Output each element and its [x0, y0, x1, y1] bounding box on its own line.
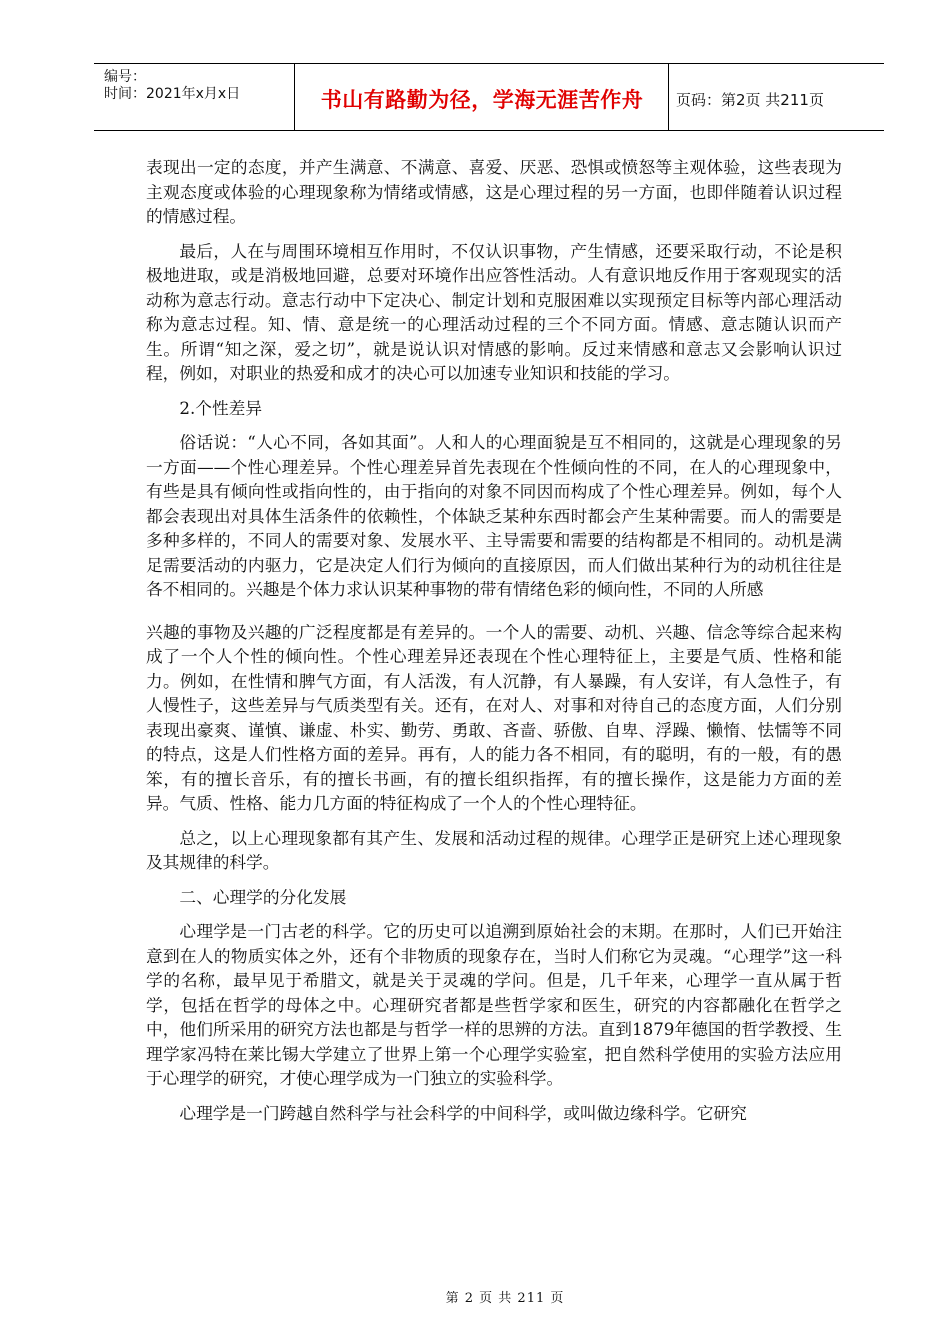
paragraph: 总之，以上心理现象都有其产生、发展和活动过程的规律。心理学正是研究上述心理现象及其规律的科学。	[146, 827, 842, 872]
header-motto: 书山有路勤为径，学海无涯苦作舟	[320, 88, 644, 112]
paragraph: 心理学是一门跨越自然科学与社会科学的中间科学，或叫做边缘科学。它研究	[179, 1102, 747, 1123]
paragraph: 兴趣的事物及兴趣的广泛程度都是有差异的。一个人的需要、动机、兴趣、信念等综合起来构成了一个人个性的倾向性。个性心理差异还表现在个性心理特征上，主要是气质、性格和能力。例如，在性情和脾气方面，有人活泼，有人沉静，有人暴躁，有人安详，有人急性子，有人慢性子，这些差异与气质类型有关。还有，在对人、对事和对待自己的态度方面，人们分别表现出豪爽、谨慎、谦虚、朴实、勤劳、勇敢、吝啬、骄傲、自卑、浮躁、懒惰、怯懦等不同的特点，这是人们性格方面的差异。再有，人的能力各不相同，有的聪明，有的一般，有的愚笨，有的擅长音乐，有的擅长书画，有的擅长组织指挥，有的擅长操作，这是能力方面的差异。气质、性格、能力几方面的特征构成了一个人的个性心理特征。	[146, 621, 842, 813]
header-divider	[294, 64, 295, 130]
section-heading: 2.个性差异	[179, 397, 263, 418]
paragraph: 心理学是一门古老的科学。它的历史可以追溯到原始社会的末期。在那时，人们已开始注意到在人的物质实体之外，还有个非物质的现象存在，当时人们称它为灵魂。“心理学”这一科学的名称，最早见于希腊文，就是关于灵魂的学问。但是，几千年来，心理学一直从属于哲学，包括在哲学的母体之中。心理研究者都是些哲学家和医生，研究的内容都融化在哲学之中，他们所采用的研究方法也都是与哲学一样的思辨的方法。直到1879年德国的哲学教授、生理学家冯特在莱比锡大学建立了世界上第一个心理学实验室，把自然科学使用的实验方法应用于心理学的研究，才使心理学成为一门独立的实验科学。	[146, 921, 842, 1088]
paragraph: 最后，人在与周围环境相互作用时，不仅认识事物，产生情感，还要采取行动，不论是积极地进取，或是消极地回避，总要对环境作出应答性活动。人有意识地反作用于客观现实的活动称为意志行动。意志行动中下定决心、制定计划和克服困难以实现预定目标等内部心理活动称为意志过程。知、情、意是统一的心理活动过程的三个不同方面。情感、意志随认识而产生。所谓“知之深，爱之切”，就是说认识对情感的影响。反过来情感和意志又会影响认识过程，例如，对职业的热爱和成才的决心可以加速专业知识和技能的学习。	[146, 240, 842, 383]
serial-number-label: 编号：	[104, 69, 146, 85]
section-heading: 二、心理学的分化发展	[179, 886, 347, 907]
document-body	[146, 155, 842, 1135]
header-divider	[668, 64, 669, 130]
paragraph: 俗话说：“人心不同，各如其面”。人和人的心理面貌是互不相同的，这就是心理现象的另一方面——个性心理差异。个性心理差异首先表现在个性倾向性的不同，在人的心理现象中，有些是具有倾向性或指向性的，由于指向的对象不同因而构成了个性心理差异。例如，每个人都会表现出对具体生活条件的依赖性，个体缺乏某种东西时都会产生某种需要。而人的需要是多种多样的，不同人的需要对象、发展水平、主导需要和需要的结构都是不相同的。动机是满足需要活动的内驱力，它是决定人们行为倾向的直接原因，而人们做出某种行为的动机往往是各不相同的。兴趣是个体力求认识某种事物的带有情绪色彩的倾向性，不同的人所感	[146, 432, 842, 599]
paragraph: 表现出一定的态度，并产生满意、不满意、喜爱、厌恶、恐惧或愤怒等主观体验，这些表现为主观态度或体验的心理现象称为情绪或情感，这是心理过程的另一方面，也即伴随着认识过程的情感过程。	[146, 157, 842, 226]
page-header	[94, 63, 884, 131]
header-meta	[104, 69, 240, 103]
date-label: 时间：2021年x月x日	[104, 86, 241, 102]
page-footer: 第 2 页 共 211 页	[445, 1291, 565, 1306]
header-page-info: 页码：第2页 共211页	[676, 91, 824, 109]
